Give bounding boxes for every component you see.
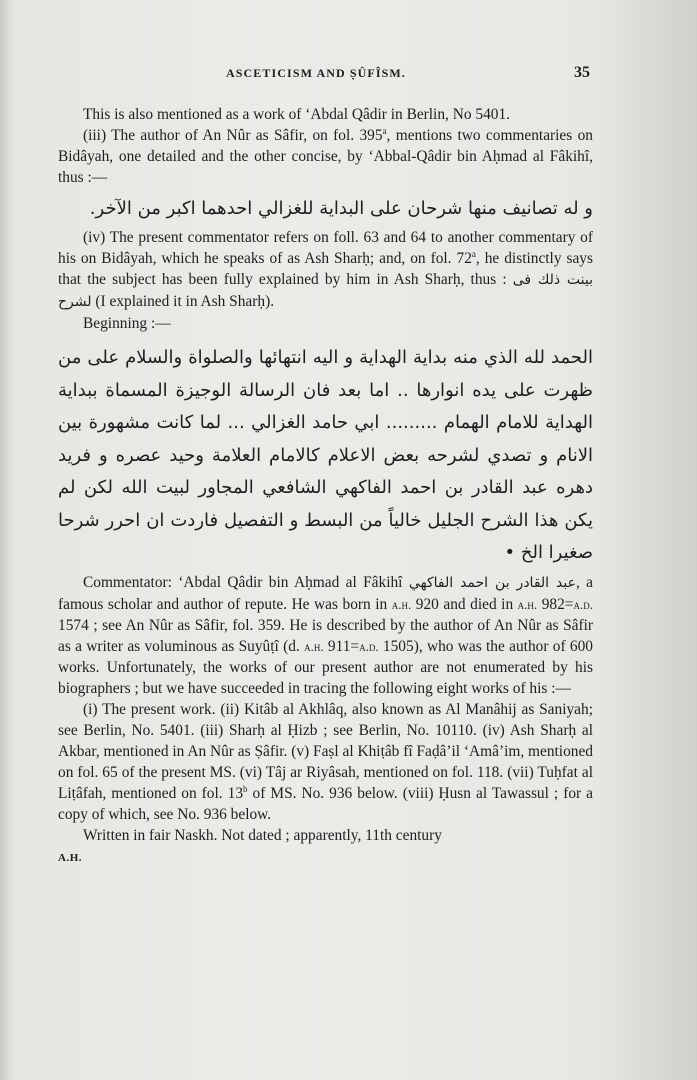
text-run: (I explained it in Ash Sharḥ). — [95, 293, 275, 310]
era-abbrev-tail: A.H. — [58, 851, 82, 864]
text-run: 1505), who was the author of 600 works. Unfortunately, the works of our present author are not enumerated by his biographers ; but we have succeeded in tracing the following eight works of his :— — [58, 637, 593, 697]
paragraph-works-list — [58, 699, 593, 825]
paragraph-commentator-reference — [58, 227, 593, 313]
text-run: , he distinctly says that the subject has been fully explained by him in Ash Sharḥ, thus : — [58, 250, 593, 288]
arabic-inline: عبد القادر بن احمد الفاكهي — [408, 574, 576, 591]
era-abbrev: a.d. — [359, 638, 379, 654]
era-abbrev: a.h. — [391, 596, 412, 612]
page-number: 35 — [574, 64, 590, 81]
era-abbrev: a.h. — [517, 596, 538, 612]
text-run: (iv) The present commentator refers on foll. 63 and 64 to another commentary of his on Bidâyah, which he speaks of as Ash Sharḥ; and, on fol. 72 — [58, 229, 593, 267]
text-run: of MS. No. 936 below. (viii) Ḥusn al Tawassul ; for a copy of which, see No. 936 below. — [58, 784, 593, 823]
arabic-quotation-2: الحمد لله الذي منه بداية الهداية و اليه انتهائها والصلواة والسلام على من ظهرت على يده انوارها .. اما بعد فان الرسالة الوجيزة المسماة ببداية الهداية للامام الهمام ......... ابي حامد الغزالي ... لما كانت مشهورة بين الانام و تصدي لشرحه بعض الاعلام كالامام العلامة وحيد عصره و فريد دهره عبد القادر بن احمد الفاكهي الشافعي المجاور لبيت الله لكن لم يكن هذا الشرح الجليل خالياً من البسط و التفصيل فاردت ان احرر شرحا صغيرا الخ • — [58, 347, 593, 563]
superscript: a — [382, 125, 387, 136]
beginning-label: Beginning :— — [83, 315, 171, 332]
text-run: Commentator: ‘Abdal Qâdir bin Aḥmad al Fâkihî — [83, 573, 403, 591]
text-run: 1574 ; see An Nûr as Sâfir, fol. 359. He is described by the author of An Nûr as Sâfir as a writer as voluminous as Suyûṭî (d. — [58, 616, 593, 655]
paragraph-script-note: Written in fair Naskh. Not dated ; apparently, 11th century — [83, 826, 442, 844]
text-run: (i) The present work. (ii) Kitâb al Akhlâq, also known as Al Manâhij as Saniyah; see Berlin, No. 5401. (iii) Sharḥ al Ḥizb ; see Berlin, No. 10110. (iv) Ash Sharḥ al Akbar, mentioned in An Nûr as Ṣâfir. (v) Faṣl al Khiṭâb fî Faḍâ’il ‘Amâ’im, mentioned on fol. 65 of the present MS. (vi) Tâj ar Riyâsah, mentioned on fol. 118. (vii) Tuḥfat al Liṭâfah, mentioned on fol. 13 — [58, 700, 593, 802]
paragraph-commentator-bio — [58, 572, 593, 699]
text-run: 982= — [541, 595, 574, 613]
text-run: 920 and died in — [415, 595, 514, 613]
running-head: ASCETICISM AND ṢÛFÎSM. — [226, 66, 406, 80]
arabic-quotation-1: و له تصانيف منها شرحان على البداية للغزالي احدهما اكبر من الآخر. — [89, 198, 593, 219]
text-run: , mentions two commentaries on Bidâyah, one detailed and the other concise, by ‘Abbal-Qâdir bin Aḥmad al Fâkihî, thus :— — [58, 127, 593, 186]
paragraph-an-nur-commentaries — [58, 125, 593, 188]
superscript: a — [471, 248, 476, 259]
superscript: b — [243, 783, 248, 794]
text-run: 911= — [327, 637, 360, 655]
page-header — [0, 64, 697, 86]
text-run: , a famous scholar and author of repute. He was born in — [58, 573, 593, 613]
text-run: (iii) The author of An Nûr as Sâfir, on fol. 395 — [83, 127, 383, 144]
page-body — [58, 104, 593, 869]
paragraph-berlin-reference: This is also mentioned as a work of ‘Abdal Qâdir in Berlin, No 5401. — [83, 106, 511, 123]
era-abbrev: a.h. — [304, 638, 324, 654]
arabic-inline: بينت ذلك فى لشرح — [58, 272, 593, 310]
era-abbrev: a.d. — [573, 596, 593, 612]
